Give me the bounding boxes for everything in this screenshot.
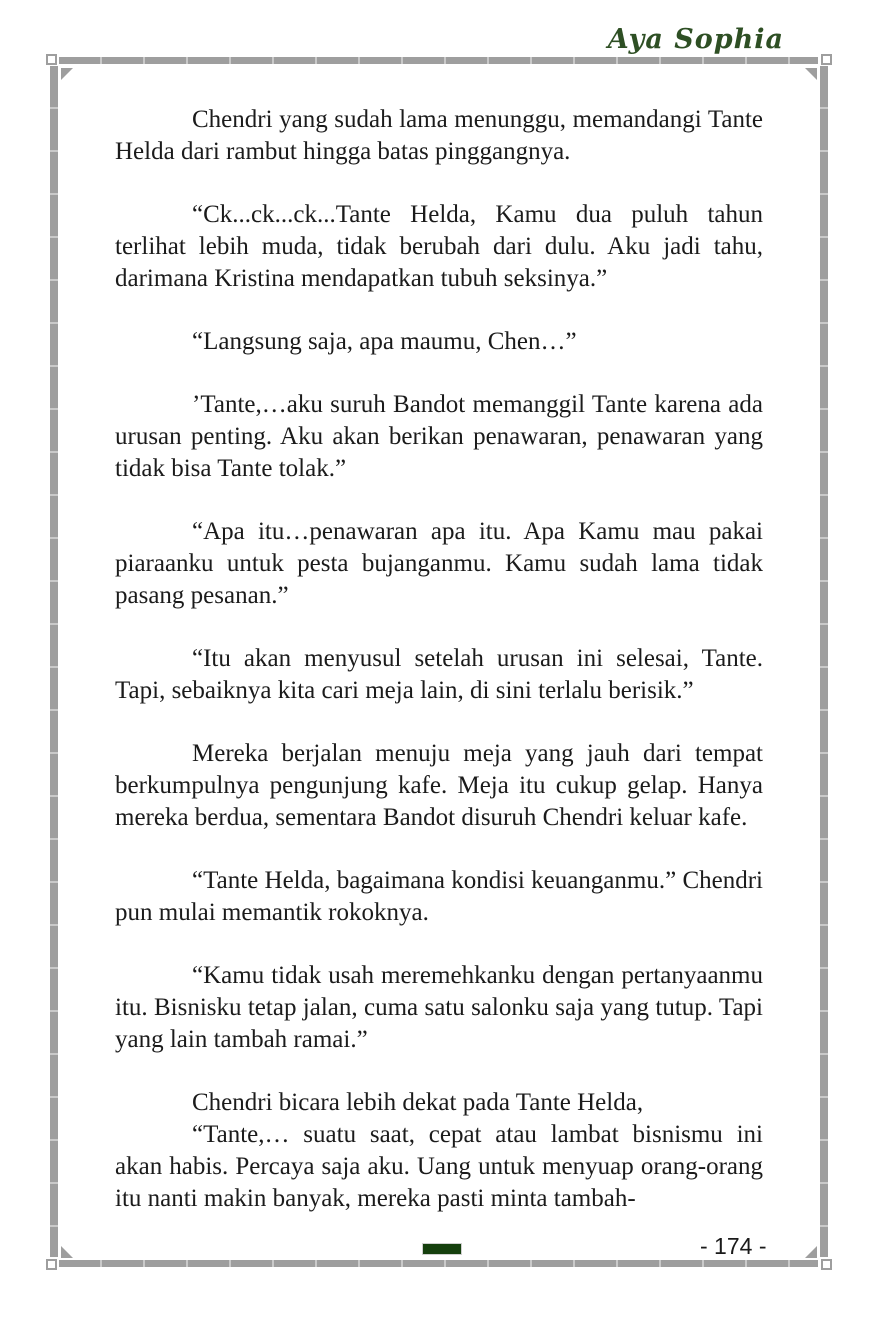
paragraph: “Apa itu…penawaran apa itu. Apa Kamu mau pakai piaraanku untuk pesta bujanganmu. Kamu sudah lama tidak pasang pesanan.” xyxy=(115,518,763,609)
paragraph: Chendri yang sudah lama menunggu, memandangi Tante Helda dari rambut hingga batas pinggangnya. xyxy=(115,106,763,165)
page-number: - 174 - xyxy=(700,1233,767,1259)
paragraph: “Kamu tidak usah meremehkanku dengan pertanyaanmu itu. Bisnisku tetap jalan, cuma satu salonku saja yang tutup. Tapi yang lain tambah ramai.” xyxy=(115,962,763,1053)
corner-triangle-bottom-right-icon xyxy=(805,1246,817,1258)
corner-triangle-top-right-icon xyxy=(805,68,817,80)
paragraph: Chendri bicara lebih dekat pada Tante Helda, xyxy=(192,1089,644,1116)
text-body xyxy=(115,104,763,1254)
corner-square-top-left xyxy=(46,54,57,65)
running-header-author: Aya Sophia xyxy=(607,24,784,55)
corner-square-bottom-right xyxy=(821,1259,832,1270)
footer-ornament-rect xyxy=(422,1243,462,1255)
paragraph: “Langsung saja, apa maumu, Chen…” xyxy=(192,328,577,355)
paragraph: Mereka berjalan menuju meja yang jauh dari tempat berkumpulnya pengunjung kafe. Meja itu cukup gelap. Hanya mereka berdua, sementara Bandot disuruh Chendri keluar kafe. xyxy=(115,740,763,831)
border-left-bar xyxy=(50,66,58,1257)
paragraph: “Tante,… suatu saat, cepat atau lambat bisnismu ini akan habis. Percaya saja aku. Uang untuk menyuap orang-orang itu nanti makin banyak, mereka pasti minta tambah- xyxy=(115,1121,763,1212)
corner-triangle-top-left-icon xyxy=(61,68,73,80)
paragraph: ’Tante,…aku suruh Bandot memanggil Tante karena ada urusan penting. Aku akan berikan penawaran, penawaran yang tidak bisa Tante tolak.” xyxy=(115,391,763,482)
paragraph: “Ck...ck...ck...Tante Helda, Kamu dua puluh tahun terlihat lebih muda, tidak berubah dari dulu. Aku jadi tahu, darimana Kristina mendapatkan tubuh seksinya.” xyxy=(115,201,763,292)
corner-square-top-right xyxy=(821,54,832,65)
border-bottom-bar xyxy=(59,1260,818,1267)
paragraph: “Tante Helda, bagaimana kondisi keuanganmu.” Chendri pun mulai memantik rokoknya. xyxy=(115,867,763,926)
corner-square-bottom-left xyxy=(46,1259,57,1270)
corner-triangle-bottom-left-icon xyxy=(61,1246,73,1258)
border-right-bar xyxy=(820,66,828,1257)
paragraph: “Itu akan menyusul setelah urusan ini selesai, Tante. Tapi, sebaiknya kita cari meja lain, di sini terlalu berisik.” xyxy=(115,645,763,704)
border-top-bar xyxy=(59,57,818,64)
